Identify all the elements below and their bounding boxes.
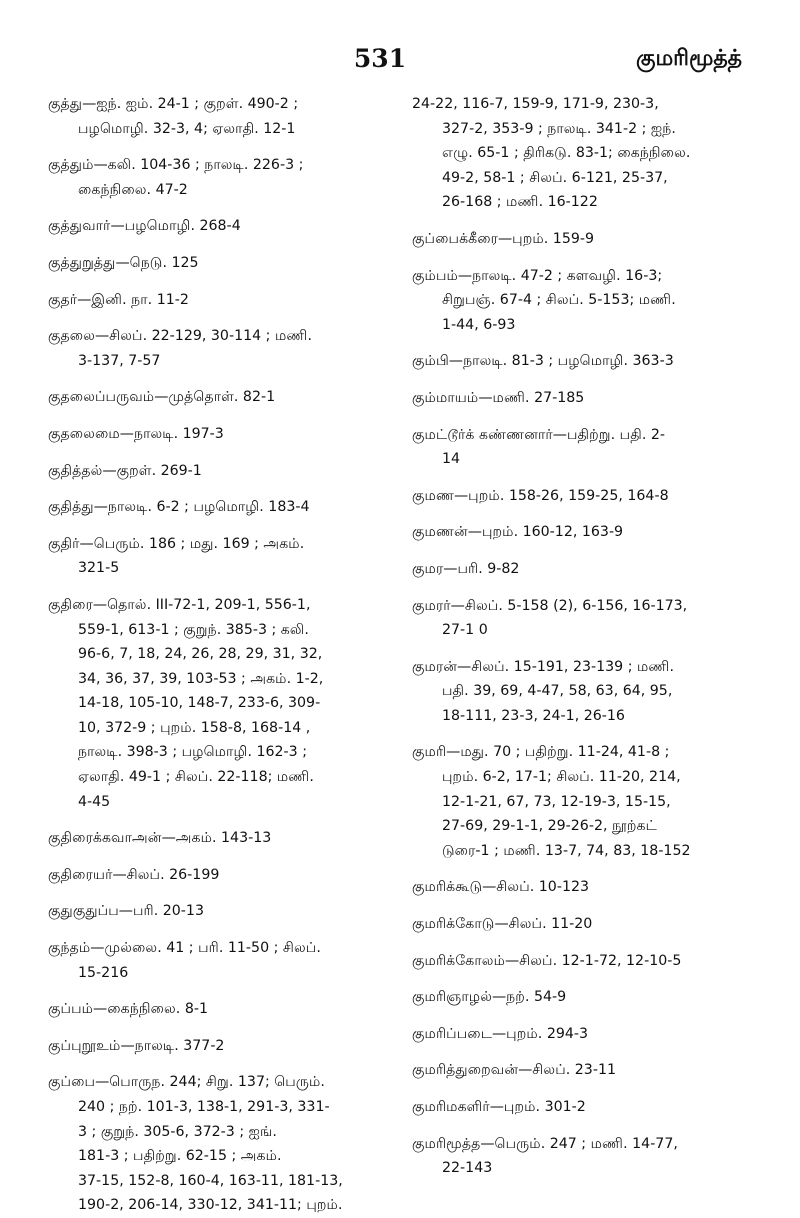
index-entry-line: 14-18, 105-10, 148-7, 233-6, 309- [78, 695, 321, 712]
index-entry-line: குதிரை—தொல். III-72-1, 209-1, 556-1, [48, 596, 311, 613]
index-entry [48, 936, 396, 985]
index-entry-line: குமணன்—புறம். 160-12, 163-9 [412, 524, 624, 541]
index-entry-line: குமர—பரி. 9-82 [412, 560, 520, 577]
index-entry-line: டுரை-1 ; மணி. 13-7, 74, 83, 18-152 [442, 842, 691, 859]
index-entry [412, 520, 762, 545]
index-entry-line: 15-216 [78, 964, 129, 981]
index-entry-line: 3 ; குறுந். 305-6, 372-3 ; ஐங். [78, 1123, 277, 1140]
index-entry-line: குமரிஞாழல்—நற். 54-9 [412, 989, 567, 1006]
index-entry-line: குந்தம்—முல்லை. 41 ; பரி. 11-50 ; சிலப். [48, 940, 321, 957]
index-entry [412, 484, 762, 509]
index-entry-line: 190-2, 206-14, 330-12, 341-11; புறம். [78, 1197, 343, 1214]
index-entry-line: குப்புறூஉம்—நாலடி. 377-2 [48, 1037, 225, 1054]
index-entry-line: பழமொழி. 32-3, 4; ஏலாதி. 12-1 [78, 120, 296, 137]
index-entry [412, 875, 762, 900]
index-entry-line: புறம். 6-2, 17-1; சிலப். 11-20, 214, [442, 769, 681, 786]
index-entry [412, 949, 762, 974]
index-entry [412, 1022, 762, 1047]
index-entry [48, 92, 396, 141]
index-entry-line: சிறுபஞ். 67-4 ; சிலப். 5-153; மணி. [442, 292, 676, 309]
index-entry [48, 532, 396, 581]
index-column-left [48, 92, 396, 1218]
index-entry-line: குமரன்—சிலப். 15-191, 23-139 ; மணி. [412, 658, 675, 675]
index-entry-line: குப்பை—பொருந. 244; சிறு. 137; பெரும். [48, 1074, 325, 1091]
index-entry [412, 1132, 762, 1181]
index-entry [412, 594, 762, 643]
index-entry-line: குமரிக்கோலம்—சிலப். 12-1-72, 12-10-5 [412, 952, 682, 969]
index-entry [412, 423, 762, 472]
index-entry [412, 349, 762, 374]
index-entry-line: குதித்தல்—குறள். 269-1 [48, 462, 202, 479]
index-entry-line: குதிரையர்—சிலப். 26-199 [48, 866, 220, 883]
index-entry-line: எழு. 65-1 ; திரிகடு. 83-1; கைந்நிலை. [442, 145, 691, 162]
index-entry-line: 321-5 [78, 560, 120, 577]
index-entry [48, 422, 396, 447]
index-entry [48, 153, 396, 202]
index-entry [48, 899, 396, 924]
index-entry [412, 740, 762, 863]
index-entry-line: 14 [442, 451, 461, 468]
index-entry [48, 863, 396, 888]
index-entry [48, 593, 396, 814]
index-entry-line: ஏலாதி. 49-1 ; சிலப். 22-118; மணி. [78, 769, 314, 786]
index-entry-line: 10, 372-9 ; புறம். 158-8, 168-14 , [78, 719, 311, 736]
index-entry-line: குப்பைக்கீரை—புறம். 159-9 [412, 230, 595, 247]
index-entry [48, 288, 396, 313]
index-entry-line: குதுகுதுப்ப—பரி. 20-13 [48, 903, 204, 920]
index-entry [412, 985, 762, 1010]
page-number: 531 [353, 44, 407, 73]
index-entry-line: குத்துறுத்து—நெடு. 125 [48, 254, 199, 271]
index-entry-line: 24-22, 116-7, 159-9, 171-9, 230-3, [412, 96, 659, 112]
index-entry [48, 997, 396, 1022]
index-entry-line: குமரிமகளிர்—புறம். 301-2 [412, 1099, 586, 1115]
index-entry [48, 251, 396, 276]
index-entry-line: கும்மாயம்—மணி. 27-185 [412, 389, 585, 406]
index-entry-line: 34, 36, 37, 39, 103-53 ; அகம். 1-2, [78, 670, 324, 687]
index-entry [48, 826, 396, 851]
index-entry-line: 3-137, 7-57 [78, 352, 161, 369]
index-entry [412, 92, 762, 215]
index-entry-line: 18-111, 23-3, 24-1, 26-16 [442, 707, 625, 724]
index-entry-line: 96-6, 7, 18, 24, 26, 28, 29, 31, 32, [78, 646, 323, 663]
index-entry [48, 495, 396, 520]
index-entry-line: குதிரைக்கவாஅன்—அகம். 143-13 [48, 830, 272, 847]
index-entry-line: குதித்து—நாலடி. 6-2 ; பழமொழி. 183-4 [48, 499, 310, 516]
index-entry-line: குத்தும்—கலி. 104-36 ; நாலடி. 226-3 ; [48, 157, 304, 174]
index-entry-line: குமரர்—சிலப். 5-158 (2), 6-156, 16-173, [412, 597, 688, 614]
index-column-right [412, 92, 762, 1181]
index-entry-line: குதிர்—பெரும். 186 ; மது. 169 ; அகம். [48, 535, 305, 552]
index-entry [48, 1034, 396, 1059]
index-entry [412, 264, 762, 338]
index-entry-line: 27-69, 29-1-1, 29-26-2, நூற்கட் [442, 818, 657, 835]
index-entry-line: நாலடி. 398-3 ; பழமொழி. 162-3 ; [78, 744, 307, 761]
index-entry-line: குமரித்துறைவன்—சிலப். 23-11 [412, 1062, 616, 1079]
index-entry-line: கும்பம்—நாலடி. 47-2 ; களவழி. 16-3; [412, 267, 663, 284]
index-entry-line: குப்பம்—கைந்நிலை. 8-1 [48, 1001, 208, 1018]
index-entry [48, 1070, 396, 1218]
index-entry-line: பதி. 39, 69, 4-47, 58, 63, 64, 95, [442, 683, 673, 700]
index-entry-line: குமட்டூர்க் கண்ணனார்—பதிற்று. பதி. 2- [412, 426, 666, 443]
index-entry-line: குத்துவார்—பழமொழி. 268-4 [48, 218, 241, 235]
index-entry-line: 1-44, 6-93 [442, 316, 516, 333]
index-entry-line: குமரிக்கோடு—சிலப். 11-20 [412, 916, 593, 933]
index-entry-line: குதலைப்பருவம்—முத்தொள். 82-1 [48, 389, 276, 406]
index-entry [412, 1095, 762, 1120]
index-entry [412, 386, 762, 411]
index-entry-line: குமரிப்படை—புறம். 294-3 [412, 1025, 589, 1042]
index-entry-line: 559-1, 613-1 ; குறுந். 385-3 ; கலி. [78, 621, 309, 638]
index-entry-line: குமரி—மது. 70 ; பதிற்று. 11-24, 41-8 ; [412, 744, 670, 761]
index-entry-line: 26-168 ; மணி. 16-122 [442, 194, 598, 211]
index-entry-line: 22-143 [442, 1160, 493, 1177]
index-entry-line: 327-2, 353-9 ; நாலடி. 341-2 ; ஐந். [442, 120, 676, 137]
index-entry [412, 655, 762, 729]
index-entry-line: குதர்—இனி. நா. 11-2 [48, 291, 189, 308]
index-entry-line: 4-45 [78, 793, 111, 810]
index-entry [48, 385, 396, 410]
index-entry [412, 227, 762, 252]
index-entry-line: 27-1 0 [442, 622, 488, 639]
index-entry-line: குமரிமூத்த—பெரும். 247 ; மணி. 14-77, [412, 1135, 678, 1152]
index-entry-line: குமண—புறம். 158-26, 159-25, 164-8 [412, 487, 669, 504]
index-entry [48, 214, 396, 239]
index-entry [412, 912, 762, 937]
index-entry-line: 181-3 ; பதிற்று. 62-15 ; அகம். [78, 1148, 282, 1165]
index-entry-line: 12-1-21, 67, 73, 12-19-3, 15-15, [442, 793, 671, 810]
index-entry-line: 240 ; நற். 101-3, 138-1, 291-3, 331- [78, 1099, 330, 1115]
page-header [0, 44, 800, 84]
index-entry-line: குதலைமை—நாலடி. 197-3 [48, 425, 224, 442]
index-entry [412, 1058, 762, 1083]
index-entry-line: குதலை—சிலப். 22-129, 30-114 ; மணி. [48, 328, 312, 345]
index-entry-line: கைந்நிலை. 47-2 [78, 181, 188, 198]
index-entry [412, 557, 762, 582]
index-entry [48, 459, 396, 484]
index-entry-line: குமரிக்கூடு—சிலப். 10-123 [412, 879, 590, 896]
index-entry [48, 324, 396, 373]
index-entry-line: குத்து—ஐந். ஐம். 24-1 ; குறள். 490-2 ; [48, 96, 299, 112]
running-head: குமரிமூத்த் [636, 46, 742, 71]
index-entry-line: கும்பி—நாலடி. 81-3 ; பழமொழி. 363-3 [412, 353, 674, 370]
index-entry-line: 49-2, 58-1 ; சிலப். 6-121, 25-37, [442, 169, 668, 186]
index-entry-line: 37-15, 152-8, 160-4, 163-11, 181-13, [78, 1172, 343, 1189]
